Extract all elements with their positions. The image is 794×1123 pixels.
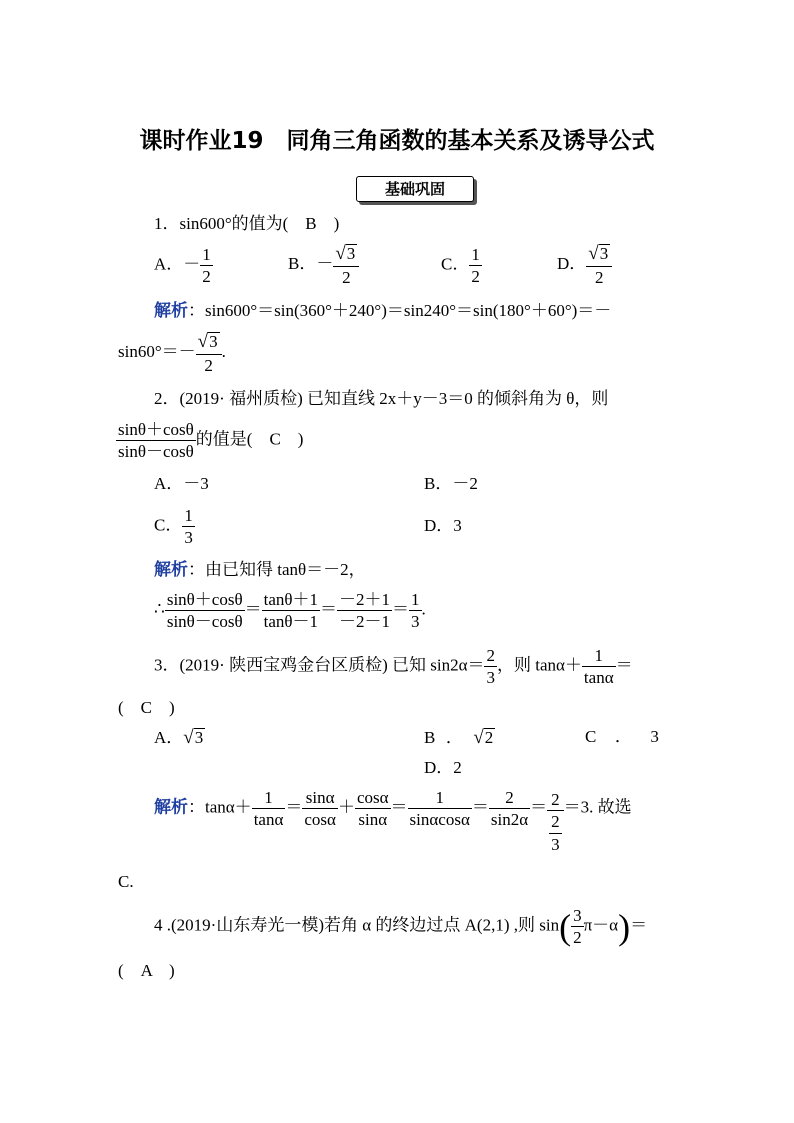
q3-an-f6-den — [547, 811, 564, 855]
q3-option-a-label: A． — [154, 728, 184, 747]
q2-an-frac4 — [409, 589, 422, 633]
q3-an-f3-num: cosα — [355, 787, 391, 809]
q3-option-c — [585, 728, 659, 745]
q2-an-f4-num: 1 — [409, 589, 422, 611]
q2-eq3: ＝ — [392, 599, 410, 619]
q3-stem-frac2 — [582, 645, 616, 689]
q1-analysis-label: 解析 — [154, 301, 188, 321]
q1-option-d — [557, 242, 612, 288]
q3-an-frac1 — [252, 787, 286, 831]
q1-d-radicand: 3 — [599, 244, 609, 263]
q3-an-frac6 — [547, 789, 564, 855]
q2-frac-den: sinθ－cosθ — [118, 442, 194, 462]
q3-an-frac3 — [355, 787, 391, 831]
q2-analysis-dot: . — [421, 599, 426, 619]
q3-an-f4-den: sinαcosα — [409, 810, 470, 830]
section-label: 基础巩固 — [356, 176, 474, 202]
q1-option-b — [288, 242, 359, 288]
q2-option-c-frac — [182, 505, 195, 549]
q2-stem-line2 — [116, 419, 303, 463]
q1-a-den: 2 — [202, 267, 211, 287]
q2-eq2: ＝ — [320, 599, 338, 619]
q3-an-f2-num: sinα — [302, 787, 338, 809]
q1-analysis-line1 — [154, 302, 611, 320]
q1-d-num: √3 — [586, 242, 612, 267]
q2-an-f3-num: －2＋1 — [337, 589, 392, 611]
q2-an-f1-num: sinθ＋cosθ — [165, 589, 245, 611]
q3-an-eq4: ＝ — [530, 797, 548, 817]
q3-stem — [154, 645, 633, 689]
q1-option-a-frac — [200, 244, 213, 288]
q1-b-num: √3 — [333, 242, 359, 267]
q3-option-b-dot: ． — [445, 728, 463, 747]
q2-an-frac2 — [262, 589, 320, 633]
q2-stem-frac — [116, 419, 196, 463]
q2-stem-tail: 的值是( C ) — [195, 429, 304, 449]
q2-an-frac1 — [165, 589, 245, 633]
q2-therefore: ∴ — [154, 599, 165, 619]
q2-c-den: 3 — [184, 528, 193, 548]
q2-analysis-text1: ：由已知得 tanθ＝－2， — [188, 560, 366, 579]
q3-analysis — [154, 787, 632, 855]
q3-option-c-dot: ． — [614, 727, 632, 746]
q1-option-a — [154, 244, 213, 288]
q1-analysis-text2: sin60°＝－ — [118, 341, 196, 361]
q3-analysis-label: 解析 — [154, 797, 188, 818]
q3-stem-frac1 — [484, 645, 497, 689]
q1-option-a-label: A． — [154, 254, 184, 274]
q4-rparen: ) — [618, 906, 631, 947]
q4-answer: ( A ) — [118, 961, 175, 980]
q1-option-c — [441, 244, 482, 288]
q1-analysis-frac — [196, 330, 222, 376]
q1-an-den: 2 — [204, 355, 213, 375]
q4-eq: ＝ — [630, 915, 648, 935]
q2-an-frac3 — [337, 589, 392, 633]
q4-inner: π－α — [583, 915, 619, 935]
q1-analysis-text1: ：sin600°＝sin(360°＋240°)＝sin240°＝sin(180°＋60°)＝－ — [188, 301, 612, 320]
q3-option-d: D．2 — [424, 758, 462, 777]
q3-an-f3-den: sinα — [358, 810, 388, 830]
q3-an-f6-inner-num: 2 — [549, 811, 562, 833]
q1-d-den: 2 — [595, 267, 604, 287]
q3-an-frac2 — [302, 787, 338, 831]
q3-b-radicand: 2 — [484, 728, 494, 747]
q2-an-f3-den: －2－1 — [339, 612, 391, 632]
q3-an-eq3: ＝ — [471, 797, 489, 817]
q3-an-f5-den: sin2α — [490, 810, 529, 830]
q3-answer: ( C ) — [118, 698, 175, 717]
q1-c-den: 2 — [471, 267, 480, 287]
q3-an-f1-num: 1 — [252, 787, 286, 809]
q1-option-a-minus: － — [183, 254, 201, 274]
q3-stem-f2-den: tanα — [583, 668, 614, 688]
q2-an-f2-num: tanθ＋1 — [262, 589, 320, 611]
q3-stem-mid: ，则 tanα＋ — [496, 655, 582, 675]
q2-stem: 2．(2019· 福州质检) 已知直线 2x＋y－3＝0 的倾斜角为 θ，则 — [154, 389, 609, 408]
q3-an-f1-den: tanα — [253, 810, 284, 830]
q1-an-radicand: 3 — [209, 332, 218, 351]
q4-frac-den: 2 — [573, 928, 582, 948]
q3-stem-end: ＝ — [615, 655, 633, 675]
q3-line-c: C. — [118, 872, 134, 891]
q3-an-f6-inner — [549, 811, 562, 855]
q2-frac-num: sinθ＋cosθ — [116, 419, 196, 441]
q3-stem-f1-den: 3 — [486, 668, 495, 688]
q3-an-conclusion: ＝3. 故选 — [563, 797, 632, 817]
q3-an-eq2: ＝ — [390, 797, 408, 817]
q4-stem-text: 4 .(2019·山东寿光一模)若角 α 的终边过点 A(2,1) ,则 sin — [154, 915, 560, 935]
q1-a-num: 1 — [200, 244, 213, 266]
q1-analysis-line2 — [118, 330, 226, 376]
q2-option-d: D．3 — [424, 516, 462, 535]
q2-an-f1-den: sinθ－cosθ — [166, 612, 243, 632]
q3-stem-f2-num: 1 — [582, 645, 616, 667]
q2-option-b: B．－2 — [424, 474, 478, 493]
q2-analysis-line1 — [154, 561, 366, 579]
q1-option-c-frac — [469, 244, 482, 288]
q2-option-c — [154, 505, 195, 549]
q1-option-d-label: D． — [557, 253, 587, 273]
q3-stem-f1-num: 2 — [484, 645, 497, 667]
q2-option-c-label: C． — [154, 515, 183, 535]
q1-stem: 1．sin600°的值为( B ) — [154, 214, 340, 233]
q4-lparen: ( — [559, 906, 572, 947]
q3-an-f4-num: 1 — [408, 787, 472, 809]
q3-an-f6-inner-den: 3 — [551, 834, 560, 854]
q3-an-frac5 — [489, 787, 530, 831]
page-title: 课时作业19 同角三角函数的基本关系及诱导公式 — [139, 128, 655, 154]
q2-option-a: A．－3 — [154, 474, 209, 493]
q1-option-d-frac — [586, 242, 612, 288]
q1-an-num: √3 — [196, 330, 222, 355]
q3-option-b: B ． √2 — [424, 727, 494, 748]
q1-option-b-label: B． — [288, 253, 317, 273]
q3-stem-text: 3．(2019· 陕西宝鸡金台区质检) 已知 sin2α＝ — [154, 655, 485, 675]
q1-option-b-frac — [333, 242, 359, 288]
q4-frac — [571, 905, 584, 949]
q2-c-num: 1 — [182, 505, 195, 527]
q1-option-c-label: C． — [441, 254, 470, 274]
q1-b-radicand: 3 — [346, 244, 356, 263]
q2-eq1: ＝ — [244, 599, 262, 619]
q3-an-tan: ：tanα＋ — [188, 797, 252, 817]
q2-an-f2-den: tanθ－1 — [263, 612, 319, 632]
q4-frac-num: 3 — [571, 905, 584, 927]
q3-an-f2-den: cosα — [304, 810, 336, 830]
q2-analysis-line2 — [154, 589, 426, 633]
q1-analysis-dot: . — [221, 341, 226, 361]
q3-option-c-value: 3 — [650, 727, 659, 746]
q3-option-b-letter: B — [424, 728, 436, 747]
q4-stem — [154, 905, 647, 949]
q1-option-b-minus: － — [316, 253, 334, 273]
q3-an-f6-num: 2 — [547, 789, 564, 811]
q3-a-radicand: 3 — [194, 728, 204, 747]
q3-option-c-letter: C — [585, 727, 597, 746]
q2-an-f4-den: 3 — [411, 612, 420, 632]
q3-an-frac4 — [408, 787, 472, 831]
q3-an-plus: ＋ — [337, 797, 355, 817]
q2-analysis-label: 解析 — [154, 560, 188, 580]
q1-c-num: 1 — [469, 244, 482, 266]
q3-an-f5-num: 2 — [489, 787, 530, 809]
q3-an-eq1: ＝ — [285, 797, 303, 817]
q3-option-a: A．√3 — [154, 727, 204, 748]
q1-b-den: 2 — [342, 267, 351, 287]
